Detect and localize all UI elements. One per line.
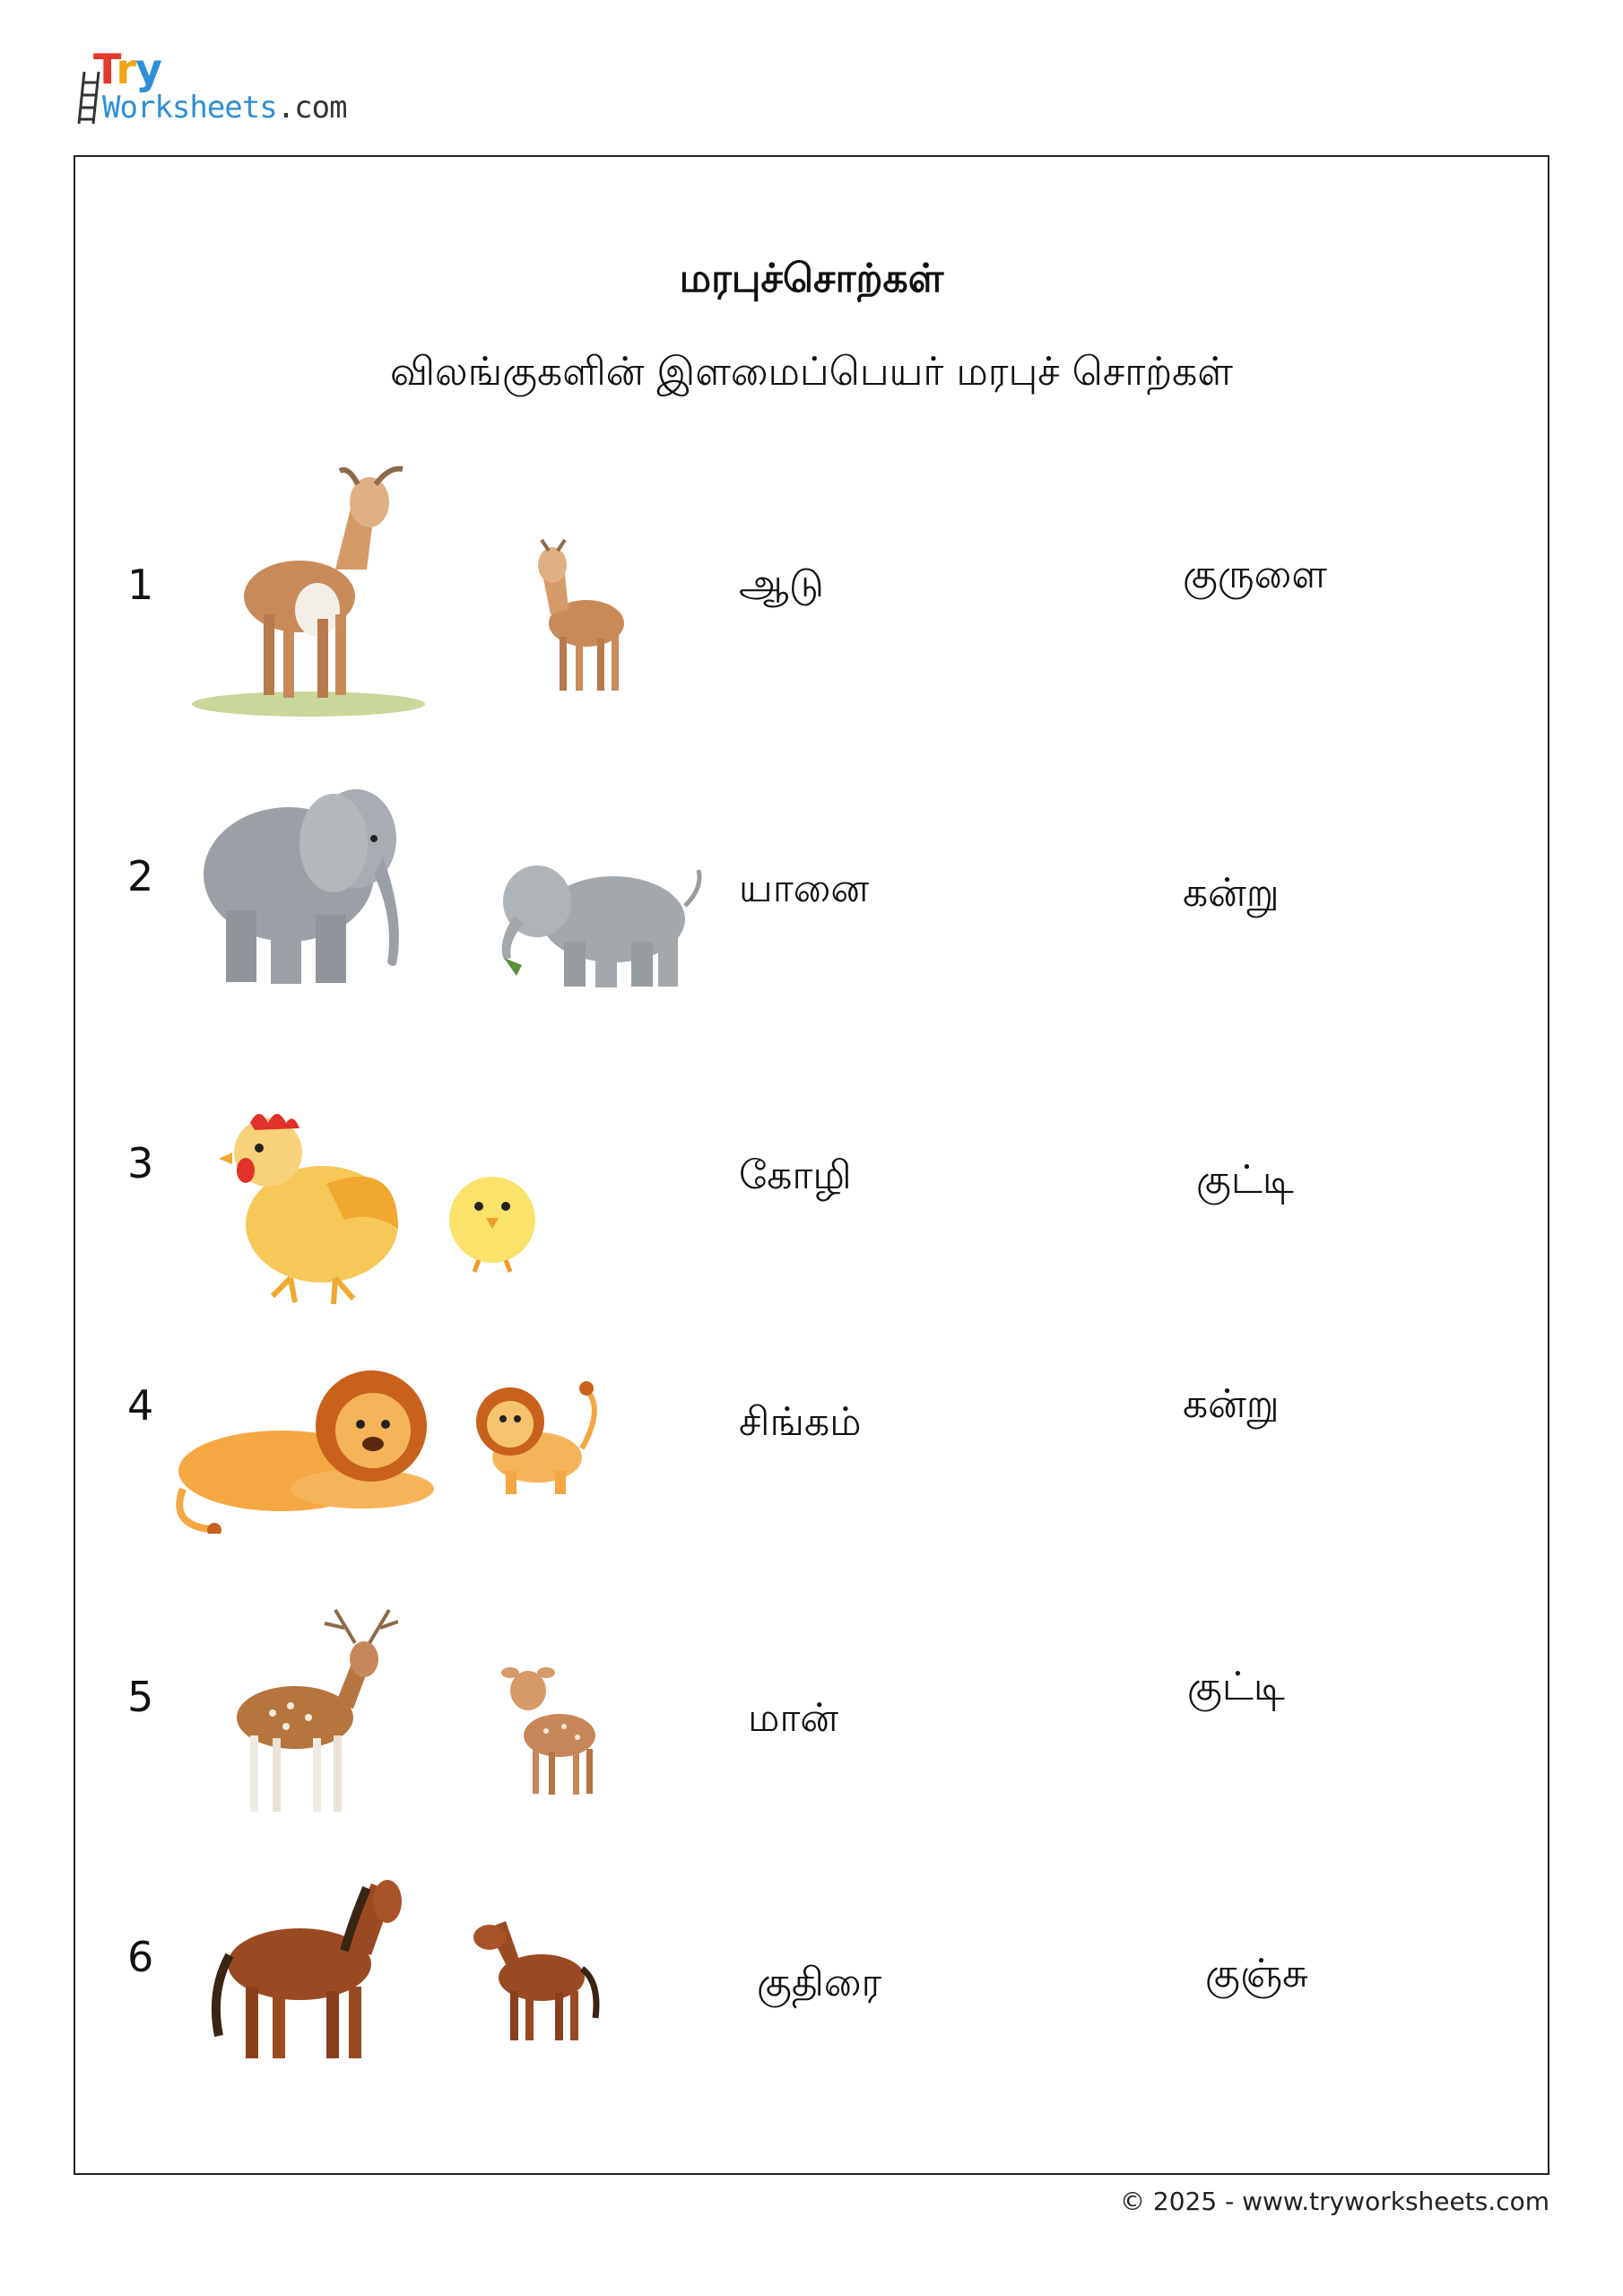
match-row-6 [75, 1866, 1548, 2126]
row-number: 2 [127, 852, 154, 900]
young-name-option[interactable]: கன்று [1183, 1381, 1280, 1427]
young-name-option[interactable]: கன்று [1183, 870, 1280, 916]
row-number: 6 [127, 1933, 154, 1981]
young-name-option[interactable]: குட்டி [1196, 1157, 1294, 1203]
animal-name: சிங்கம் [739, 1399, 862, 1445]
worksheet-frame [74, 155, 1549, 2175]
horse-icon [210, 1866, 407, 2063]
young-name-option[interactable]: குட்டி [1187, 1664, 1285, 1709]
animal-name: ஆடு [739, 561, 824, 606]
young-name-option[interactable]: குஞ்சு [1205, 1951, 1308, 1996]
copyright-footer: © 2025 - www.tryworksheets.com [1120, 2187, 1549, 2216]
goat-kid-icon [515, 538, 658, 700]
match-row-4 [75, 1354, 1548, 1614]
foal-icon [461, 1910, 604, 2045]
young-name-option[interactable]: குருளை [1183, 552, 1327, 597]
row-number: 3 [127, 1139, 154, 1187]
elephant-calf-icon [479, 852, 712, 996]
goat-icon [183, 462, 443, 722]
fawn-icon [497, 1655, 613, 1798]
match-row-2 [75, 776, 1548, 1036]
site-logo [77, 45, 355, 135]
worksheet-subtitle: விலங்குகளின் இளமைப்பெயர் மரபுச் சொற்கள் [389, 349, 1233, 395]
logo-try: Try [93, 45, 162, 93]
row-number: 4 [127, 1381, 154, 1430]
elephant-icon [190, 776, 423, 991]
match-row-1 [75, 462, 1548, 722]
row-number: 1 [127, 561, 154, 609]
row-number: 5 [127, 1673, 154, 1721]
animal-name: யானை [739, 865, 870, 911]
hen-icon [219, 1103, 407, 1309]
logo-worksheets: Worksheets.com [102, 90, 347, 126]
match-row-3 [75, 1103, 1548, 1363]
deer-icon [219, 1605, 398, 1821]
chick-icon [443, 1157, 542, 1274]
animal-name: மான் [748, 1695, 839, 1741]
lion-cub-icon [470, 1372, 604, 1498]
match-row-5 [75, 1605, 1548, 1866]
animal-name: கோழி [739, 1152, 852, 1198]
lion-icon [174, 1354, 443, 1534]
animal-name: குதிரை [757, 1960, 882, 2005]
worksheet-title: மரபுச்சொற்கள் [679, 256, 944, 301]
